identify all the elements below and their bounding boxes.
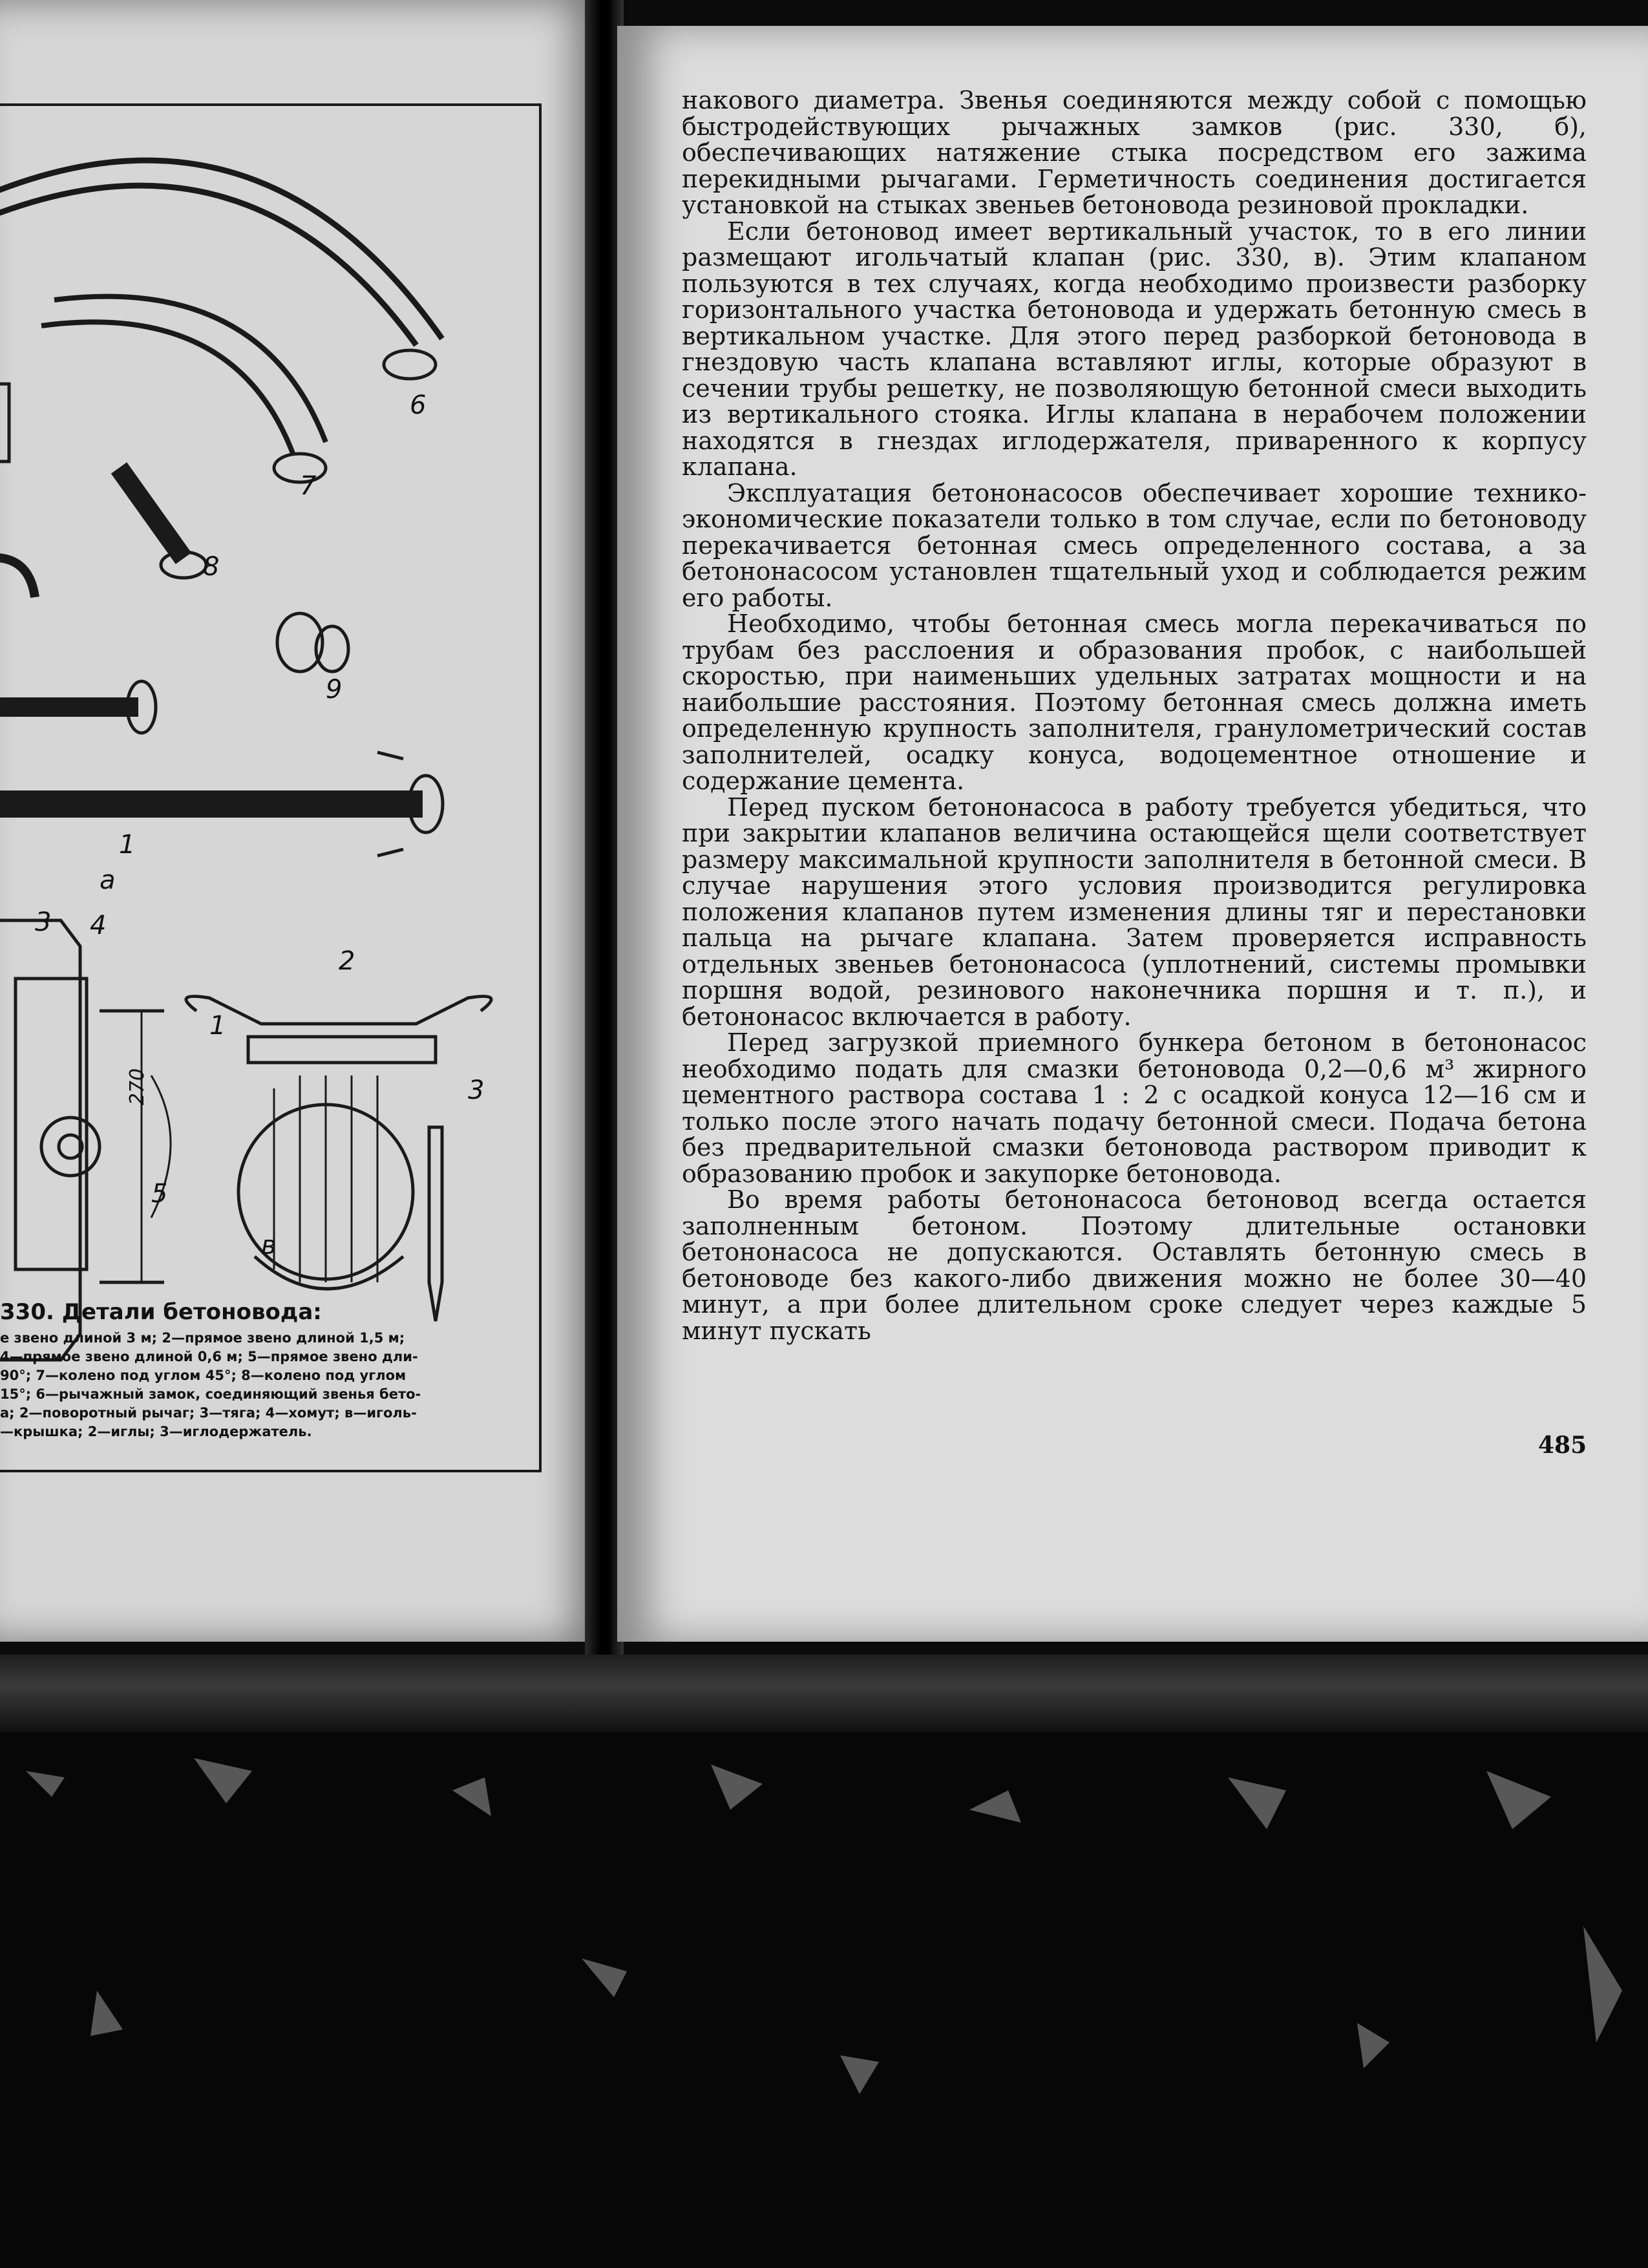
label-1: 1 — [119, 830, 136, 860]
dimension-label: 270 — [126, 1068, 149, 1106]
page-edges — [0, 1655, 1648, 1732]
caption-line: —крышка; 2—иглы; 3—иглодержатель. — [0, 1424, 312, 1439]
paragraph: Необходимо, чтобы бетонная смесь могла перекачиваться по трубам без расслоения и образования пробок, с наибольшей скоростью, при наименьших удельных затратах мощности и на наибольшие расстояния. Поэтому бетонная смесь должна иметь определенную крупность заполнителя, гранулометрический состав заполнителей, осадку конуса, водоцементное отношение и содержание цемента. — [682, 609, 1587, 795]
caption-title: 330. Детали бетоновода: — [0, 1299, 322, 1325]
label-a: а — [100, 865, 116, 895]
label-8: 8 — [203, 552, 220, 582]
caption-line: 4—прямое звено длиной 0,6 м; 5—прямое звено дли- — [0, 1349, 418, 1364]
label-3: 3 — [35, 907, 52, 937]
label-6: 6 — [410, 390, 427, 420]
concrete-pipeline-parts-drawing — [0, 106, 539, 1392]
figure-caption — [0, 1299, 530, 1441]
left-page — [0, 0, 601, 1642]
caption-line: е звено длиной 3 м; 2—прямое звено длиной 1,5 м; — [0, 1330, 405, 1346]
paragraph: Перед загрузкой приемного бункера бетоном в бетононасос необходимо подать для смазки бетоновода 0,2—0,6 м³ жирного цементного раствора состава 1 : 2 с осадкой конуса 12—16 см и только после этого начать подачу бетонной смеси. Подача бетона без предварительной смазки бетоновода раствором приводит к образованию пробок и закупорке бетоновода. — [682, 1028, 1587, 1188]
paragraph: Перед пуском бетононасоса в работу требуется убедиться, что при закрытии клапанов величина остающейся щели соответствует размеру максимальной крупности заполнителя в бетонной смеси. В случае нарушения этого условия производится регулировка положения клапанов путем изменения длины тяг и перестановки пальца на рычаге клапана. Затем проверяется исправность отдельных звеньев бетононасоса (уплотнений, системы промывки поршня водой, резинового наконечника поршня и т. п.), и бетононасос включается в работу. — [682, 792, 1587, 1031]
label-valve-1: 1 — [209, 1011, 226, 1041]
paragraph: Эксплуатация бетононасосов обеспечивает хорошие технико-экономические показатели только в том случае, если по бетоноводу перекачивается бетонная смесь определенного состава, а за бетононасосом установлен тщательный уход и соблюдается режим его работы. — [682, 478, 1587, 612]
label-9: 9 — [326, 675, 343, 705]
paragraph: накового диаметра. Звенья соединяются между собой с помощью быстродействующих рычажных замков (рис. 330, б), обеспечивающих натяжение стыка посредством его зажима перекидными рычагами. Герметичность соединения достигается установкой на стыках звеньев бетоновода резиновой прокладки. — [682, 86, 1587, 219]
cover-texture — [0, 1732, 1648, 2268]
label-valve-3: 3 — [468, 1076, 485, 1105]
label-4: 4 — [90, 911, 107, 940]
caption-line: 15°; 6—рычажный замок, соединяющий звенья бето- — [0, 1386, 421, 1402]
label-2: 2 — [339, 946, 355, 976]
body-text — [682, 87, 1587, 1344]
label-5: 5 — [151, 1179, 168, 1209]
figure-330-frame — [0, 103, 542, 1472]
label-7: 7 — [300, 471, 317, 501]
caption-line: а; 2—поворотный рычаг; 3—тяга; 4—хомут; в—иголь- — [0, 1405, 417, 1421]
caption-line: 90°; 7—колено под углом 45°; 8—колено под углом — [0, 1368, 407, 1383]
label-v: в — [261, 1231, 277, 1260]
right-page — [617, 26, 1648, 1642]
paragraph: Если бетоновод имеет вертикальный участок, то в его линии размещают игольчатый клапан (рис. 330, в). Этим клапаном пользуются в тех случаях, когда необходимо произвести разборку горизонтального участка бетоновода и удержать бетонную смесь в вертикальном участке. Для этого перед разборкой бетоновода в гнездовую часть клапана вставляют иглы, которые образуют в сечении трубы решетку, не позволяющую бетонной смеси выходить из вертикального стояка. Иглы клапана в нерабочем положении находятся в гнездах иглодержателя, приваренного к корпусу клапана. — [682, 217, 1587, 481]
paragraph: Во время работы бетононасоса бетоновод всегда остается заполненным бетоном. Поэтому длительные остановки бетононасоса не допускаются. Оставлять бетонную смесь в бетоноводе без какого-либо движения можно не более 30—40 минут, а при более длительном сроке следует через каждые 5 минут пускать — [682, 1185, 1587, 1345]
page-number: 485 — [1538, 1432, 1587, 1459]
